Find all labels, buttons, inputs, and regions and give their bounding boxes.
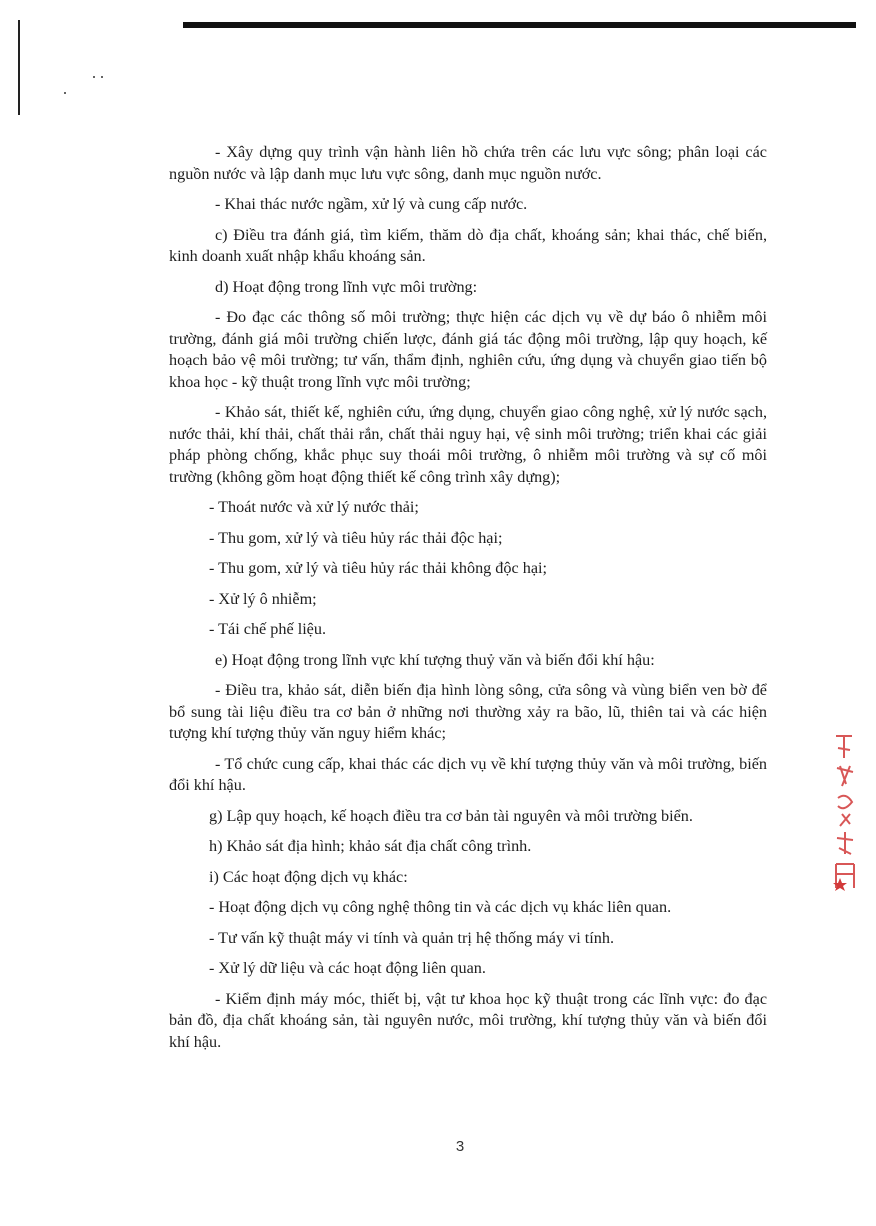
paragraph: - Thoát nước và xử lý nước thải; [209, 498, 419, 516]
paragraph: - Đo đạc các thông số môi trường; thực hiện các dịch vụ về dự báo ô nhiễm môi trường, đánh giá môi trường chiến lược, đánh giá tác động môi trường, lập quy hoạch, kế hoạch bảo vệ môi trường; tư vấn, thẩm định, nghiên cứu, ứng dụng và chuyển giao tiến bộ khoa học - kỹ thuật trong lĩnh vực môi trường; [169, 308, 767, 391]
paragraph: h) Khảo sát địa hình; khảo sát địa chất công trình. [209, 837, 532, 855]
paragraph: - Xử lý ô nhiễm; [209, 589, 317, 608]
paragraph: - Tái chế phế liệu. [209, 620, 327, 638]
scan-speck [101, 76, 103, 78]
scan-speck [64, 92, 66, 94]
paragraph: e) Hoạt động trong lĩnh vực khí tượng thuỷ văn và biến đổi khí hậu: [215, 650, 655, 669]
paragraph: - Khảo sát, thiết kế, nghiên cứu, ứng dụng, chuyển giao công nghệ, xử lý nước sạch, nước thải, khí thải, chất thải rắn, chất thải nguy hại, vệ sinh môi trường; triển khai các giải pháp phòng chống, khắc phục suy thoái môi trường, ô nhiễm môi trường và sự cố môi trường (không gồm hoạt động thiết kế công trình xây dựng); [169, 403, 767, 486]
scan-edge-left [18, 20, 20, 115]
document-body [169, 142, 767, 1062]
red-seal-stamp [832, 728, 858, 893]
paragraph: - Xây dựng quy trình vận hành liên hồ chứa trên các lưu vực sông; phân loại các nguồn nước và lập danh mục lưu vực sông, danh mục nguồn nước. [169, 143, 767, 183]
scan-edge-top [183, 22, 856, 28]
paragraph: c) Điều tra đánh giá, tìm kiếm, thăm dò địa chất, khoáng sản; khai thác, chế biến, kinh doanh xuất nhập khẩu khoáng sản. [169, 225, 767, 265]
paragraph: - Hoạt động dịch vụ công nghệ thông tin và các dịch vụ khác liên quan. [209, 898, 672, 916]
paragraph: - Kiểm định máy móc, thiết bị, vật tư khoa học kỹ thuật trong các lĩnh vực: đo đạc bản đồ, địa chất khoáng sản, tài nguyên nước, môi trường, khí tượng thủy văn và biến đổi khí hậu. [169, 989, 767, 1051]
paragraph: g) Lập quy hoạch, kế hoạch điều tra cơ bản tài nguyên và môi trường biển. [209, 806, 693, 825]
page-number: 3 [455, 1138, 465, 1155]
paragraph: - Khai thác nước ngầm, xử lý và cung cấp nước. [215, 195, 528, 213]
paragraph: - Điều tra, khảo sát, diễn biến địa hình lòng sông, cửa sông và vùng biển ven bờ để bổ sung tài liệu điều tra cơ bản ở những nơi thường xảy ra bão, lũ, thiên tai và các hiện tượng khí tượng thủy văn nguy hiểm khác; [169, 681, 767, 742]
paragraph: - Tư vấn kỹ thuật máy vi tính và quản trị hệ thống máy vi tính. [209, 928, 615, 947]
paragraph: i) Các hoạt động dịch vụ khác: [209, 867, 408, 886]
scan-speck [93, 76, 95, 78]
paragraph: - Thu gom, xử lý và tiêu hủy rác thải không độc hại; [209, 559, 548, 577]
paragraph: - Tổ chức cung cấp, khai thác các dịch vụ về khí tượng thủy văn và môi trường, biến đổi khí hậu. [169, 754, 767, 794]
paragraph: - Xử lý dữ liệu và các hoạt động liên quan. [209, 959, 486, 977]
paragraph: d) Hoạt động trong lĩnh vực môi trường: [215, 277, 478, 296]
paragraph: - Thu gom, xử lý và tiêu hủy rác thải độc hại; [209, 528, 503, 547]
